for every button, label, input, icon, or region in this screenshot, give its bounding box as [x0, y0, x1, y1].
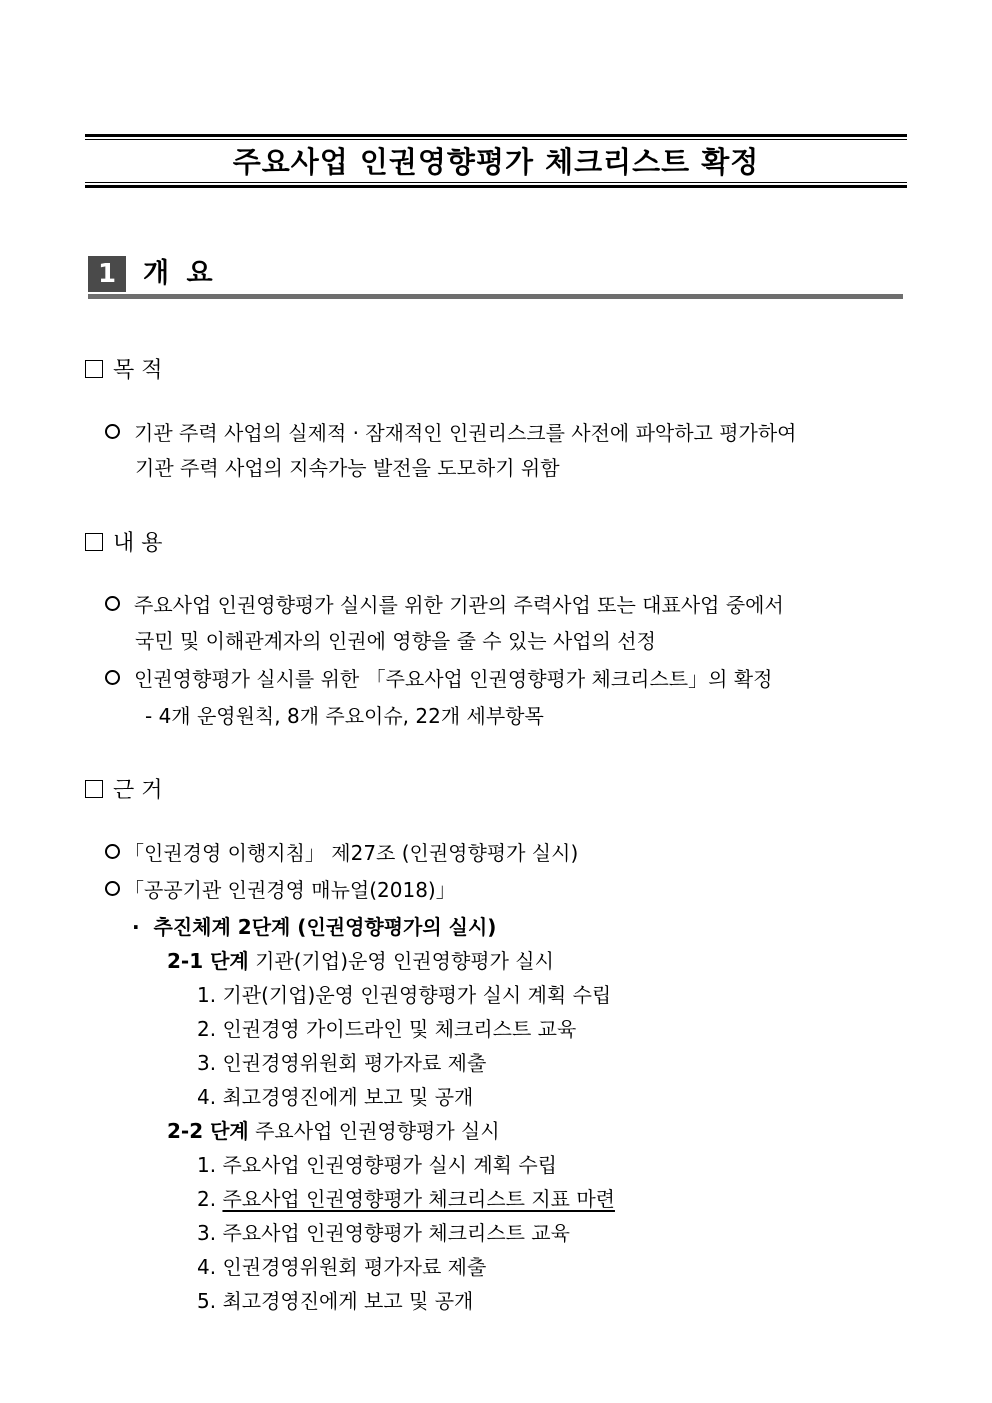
- content-item-2: [105, 664, 772, 694]
- stage-2-2-step-underlined: 주요사업 인권영향평가 체크리스트 지표 마련: [222, 1187, 615, 1211]
- stage-2-2-title: 주요사업 인권영향평가 실시: [255, 1119, 500, 1143]
- title-rule-bottom-thin: [85, 182, 907, 183]
- purpose-heading: [85, 356, 163, 386]
- circle-bullet-icon: [105, 881, 120, 896]
- purpose-heading-text: 목 적: [113, 358, 163, 383]
- circle-bullet-icon: [105, 424, 120, 439]
- basis-heading-text: 근 거: [113, 778, 163, 803]
- basis-item-2-text: 「공공기관 인권경영 매뉴얼(2018)」: [124, 878, 456, 902]
- document-title: 주요사업 인권영향평가 체크리스트 확정: [232, 145, 760, 179]
- stage-2-2-step: 5. 최고경영진에게 보고 및 공개: [197, 1289, 474, 1313]
- basis-item-2: [105, 875, 456, 905]
- square-bullet-icon: [85, 360, 103, 378]
- purpose-item-line1: 기관 주력 사업의 실제적 · 잠재적인 인권리스크를 사전에 파악하고 평가하여: [134, 421, 797, 445]
- stage-2-2-step: 1. 주요사업 인권영향평가 실시 계획 수립: [197, 1153, 557, 1177]
- content-item-2-line1: 인권영향평가 실시를 위한 「주요사업 인권영향평가 체크리스트」의 확정: [134, 667, 773, 691]
- content-item-1-line2: 국민 및 이해관계자의 인권에 영향을 줄 수 있는 사업의 선정: [135, 629, 656, 653]
- square-bullet-icon: [85, 780, 103, 798]
- section-number: 1: [88, 256, 126, 292]
- content-item-2-sub: - 4개 운영원칙, 8개 주요이슈, 22개 세부항목: [145, 704, 544, 728]
- stage-2-1-label: 2-1 단계: [167, 949, 249, 973]
- purpose-item: [105, 418, 797, 448]
- content-heading-text: 내 용: [113, 531, 163, 556]
- basis-heading: [85, 776, 163, 806]
- purpose-item-line2: 기관 주력 사업의 지속가능 발전을 도모하기 위함: [135, 456, 560, 480]
- stage-2-1-step: 4. 최고경영진에게 보고 및 공개: [197, 1085, 474, 1109]
- circle-bullet-icon: [105, 596, 120, 611]
- title-rule-bottom: [85, 185, 907, 188]
- stage-2-1-step: 3. 인권경영위원회 평가자료 제출: [197, 1051, 487, 1075]
- title-rule-top-thin: [85, 139, 907, 140]
- stage-2-1-step: 1. 기관(기업)운영 인권영향평가 실시 계획 수립: [197, 983, 612, 1007]
- stage-2-2-step: 3. 주요사업 인권영향평가 체크리스트 교육: [197, 1221, 570, 1245]
- stage-2-2-label: 2-2 단계: [167, 1119, 249, 1143]
- title-rule-top: [85, 134, 907, 137]
- stage-2-2-step-number: 2.: [197, 1187, 217, 1211]
- basis-item-1-text: 「인권경영 이행지침」 제27조 (인권영향평가 실시): [124, 841, 579, 865]
- stage-2-1-step: 2. 인권경영 가이드라인 및 체크리스트 교육: [197, 1017, 577, 1041]
- stage-2-2-step: 4. 인권경영위원회 평가자료 제출: [197, 1255, 487, 1279]
- circle-bullet-icon: [105, 670, 120, 685]
- framework-heading: [132, 912, 496, 942]
- framework-label: 추진체계 2단계 (인권영향평가의 실시): [153, 915, 497, 939]
- content-item-1-line1: 주요사업 인권영향평가 실시를 위한 기관의 주력사업 또는 대표사업 중에서: [134, 593, 784, 617]
- framework-bullet: ·: [132, 915, 140, 939]
- section-underline: [88, 294, 903, 299]
- section-title: 개 요: [143, 258, 217, 289]
- stage-2-1: [167, 946, 554, 976]
- content-item-1: [105, 590, 784, 620]
- square-bullet-icon: [85, 533, 103, 551]
- circle-bullet-icon: [105, 844, 120, 859]
- stage-2-2-step-highlight: [197, 1184, 615, 1214]
- basis-item-1: [105, 838, 578, 868]
- content-heading: [85, 529, 163, 559]
- stage-2-2: [167, 1116, 500, 1146]
- stage-2-1-title: 기관(기업)운영 인권영향평가 실시: [255, 949, 554, 973]
